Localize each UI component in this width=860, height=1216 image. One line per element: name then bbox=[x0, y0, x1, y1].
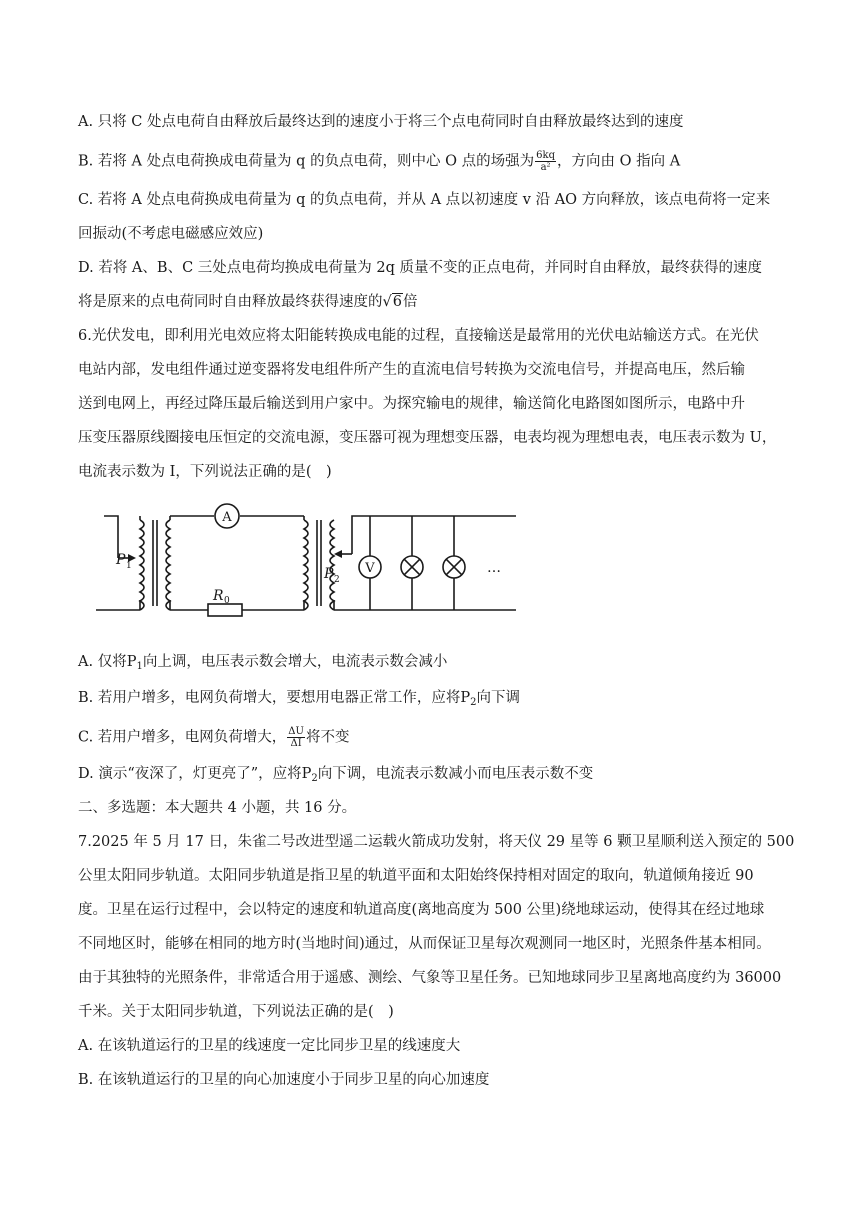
q6-stem-line5: 电流表示数为 I，下列说法正确的是( ) bbox=[78, 464, 332, 480]
more-lamps-ellipsis: … bbox=[487, 560, 501, 576]
voltmeter-label: V bbox=[365, 561, 375, 576]
q6-stem-line4: 压变压器原线圈接电压恒定的交流电源，变压器可视为理想变压器，电表均视为理想电表，电压表示数为 U， bbox=[78, 430, 777, 446]
q5-option-c-line2: 回振动(不考虑电磁感应效应) bbox=[78, 226, 264, 242]
q7-stem-line3: 度。卫星在运行过程中，会以特定的速度和轨道高度(离地高度为 500 公里)绕地球运动，使得其在经过地球 bbox=[78, 902, 765, 918]
q6-stem-line2: 电站内部，发电组件通过逆变器将发电组件所产生的直流电信号转换为交流电信号，并提高电压，然后输 bbox=[78, 362, 745, 378]
q7-stem-line1: 7.2025 年 5 月 17 日，朱雀二号改进型遥二运载火箭成功发射，将天仪 29 星等 6 颗卫星顺利送入预定的 500 bbox=[78, 834, 795, 850]
circuit-diagram bbox=[96, 502, 526, 632]
q6-option-b: B. 若用户增多，电网负荷增大，要想用电器正常工作，应将$P_2$向下调 bbox=[78, 690, 521, 708]
ammeter-label: A bbox=[222, 510, 232, 525]
q7-stem-line6: 千米。关于太阳同步轨道，下列说法正确的是( ) bbox=[78, 1004, 394, 1020]
q6-stem-line3: 送到电网上，再经过降压最后输送到用户家中。为探究输电的规律，输送简化电路图如图所示，电路中升 bbox=[78, 396, 745, 412]
q6-option-a: A. 仅将$P_1$向上调，电压表示数会增大，电流表示数会减小 bbox=[78, 654, 448, 672]
resistor-sub: 0 bbox=[224, 596, 230, 606]
q7-stem-line2: 公里太阳同步轨道。太阳同步轨道是指卫星的轨道平面和太阳始终保持相对固定的取向，轨道倾角接近 90 bbox=[78, 868, 754, 884]
q5-option-d-line2: 将是原来的点电荷同时自由释放最终获得速度的√6倍 bbox=[78, 294, 418, 310]
q5-option-a: A. 只将 C 处点电荷自由释放后最终达到的速度小于将三个点电荷同时自由释放最终达到的速度 bbox=[78, 114, 684, 130]
q7-option-a: A. 在该轨道运行的卫星的线速度一定比同步卫星的线速度大 bbox=[78, 1038, 461, 1054]
q6-c-fraction: $\frac{\Delta U}{\Delta I}$ bbox=[288, 726, 304, 749]
q5-option-c-line1: C. 若将 A 处点电荷换成电荷量为 q 的负点电荷，并从 A 点以初速度 v 沿 AO 方向释放，该点电荷将一定来 bbox=[78, 192, 771, 208]
q5-b-fraction: $\frac{6kq}{\text{a²}}$ bbox=[536, 150, 555, 173]
q5-option-b: B. 若将 A 处点电荷换成电荷量为 q 的负点电荷，则中心 O 点的场强为 $\frac{6kq}{\text{a²}}$ ，方向由 O 指向 A bbox=[78, 150, 681, 173]
p1-label: P bbox=[116, 552, 126, 568]
sqrt-symbol: √6 bbox=[382, 294, 402, 310]
p2-slider-arrow bbox=[334, 550, 352, 558]
p2-sub: 2 bbox=[334, 575, 340, 585]
q7-option-b: B. 在该轨道运行的卫星的向心加速度小于同步卫星的向心加速度 bbox=[78, 1072, 490, 1088]
q6-option-d: D. 演示“夜深了，灯更亮了”，应将$P_2$向下调，电流表示数减小而电压表示数不变 bbox=[78, 766, 594, 784]
resistor-label: R bbox=[213, 588, 224, 604]
q6-option-c: C. 若用户增多，电网负荷增大， $\frac{\Delta U}{\Delta I}$ 将不变 bbox=[78, 726, 350, 749]
p1-sub: 1 bbox=[126, 561, 132, 571]
q6-stem-line1: 6.光伏发电，即利用光电效应将太阳能转换成电能的过程，直接输送是最常用的光伏电站输送方式。在光伏 bbox=[78, 328, 759, 344]
q7-stem-line5: 由于其独特的光照条件，非常适合用于遥感、测绘、气象等卫星任务。已知地球同步卫星离地高度约为 36000 bbox=[78, 970, 782, 986]
q5-option-d-line1: D. 若将 A、B、C 三处点电荷均换成电荷量为 2q 质量不变的正点电荷，并同时自由释放，最终获得的速度 bbox=[78, 260, 762, 276]
section-2-header: 二、多选题：本大题共 4 小题，共 16 分。 bbox=[78, 800, 357, 816]
p2-label: P bbox=[324, 566, 334, 582]
q7-stem-line4: 不同地区时，能够在相同的地方时(当地时间)通过，从而保证卫星每次观测同一地区时，光照条件基本相同。 bbox=[78, 936, 771, 952]
